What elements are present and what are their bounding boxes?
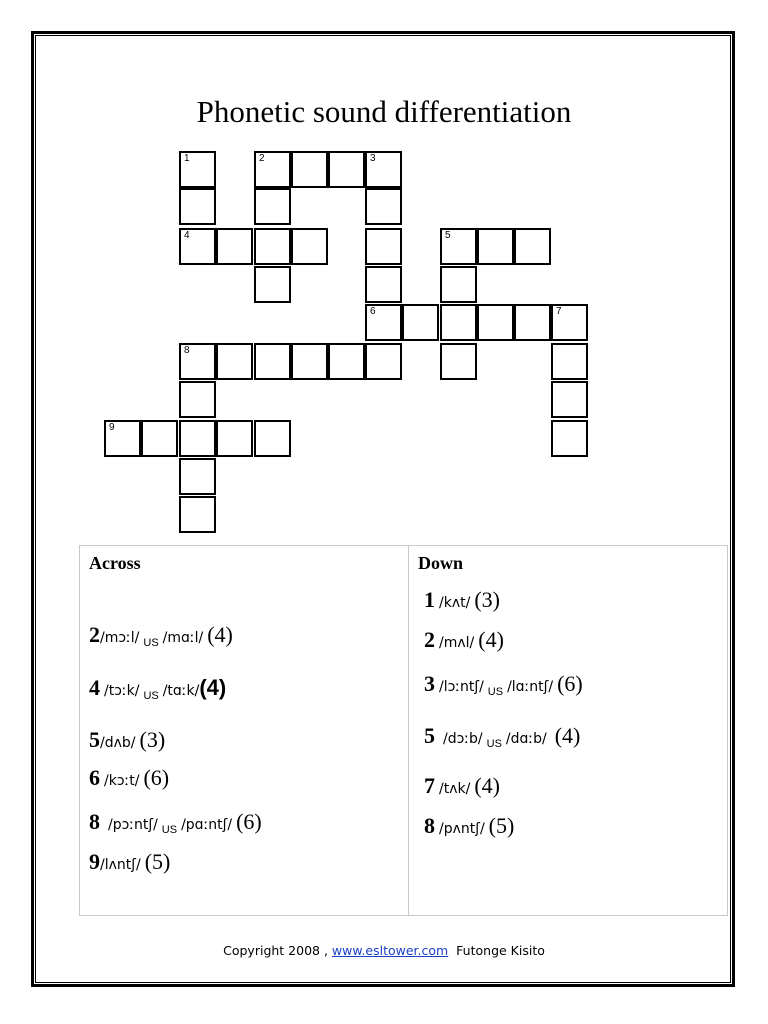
grid-cell[interactable] — [216, 420, 253, 457]
grid-cell[interactable] — [254, 151, 291, 188]
grid-cell[interactable] — [254, 266, 291, 303]
clues-divider — [408, 545, 409, 916]
grid-cell[interactable] — [179, 188, 216, 225]
down-clue — [424, 587, 500, 613]
clue-length: (4) — [474, 773, 500, 798]
grid-cell[interactable] — [365, 151, 402, 188]
cell-number: 6 — [370, 306, 376, 317]
clue-length: (4) — [478, 627, 504, 652]
clue-ipa: /pʌntʃ/ — [439, 821, 485, 837]
grid-cell[interactable] — [328, 343, 365, 380]
clue-number: 5 — [424, 723, 435, 748]
grid-cell[interactable] — [141, 420, 178, 457]
clue-number: 2 — [424, 627, 435, 652]
grid-cell[interactable] — [179, 151, 216, 188]
grid-cell[interactable] — [328, 151, 365, 188]
clue-ipa: /kʌt/ — [439, 595, 471, 611]
clue-ipa: /dɔːb/ — [443, 731, 483, 747]
clue-number: 8 — [89, 809, 100, 834]
grid-cell[interactable] — [551, 381, 588, 418]
cell-number: 5 — [445, 230, 451, 241]
clue-number: 9 — [89, 849, 100, 874]
grid-cell[interactable] — [514, 304, 551, 341]
grid-cell[interactable] — [216, 343, 253, 380]
grid-cell[interactable] — [291, 228, 328, 265]
cell-number: 3 — [370, 153, 376, 164]
grid-cell[interactable] — [477, 228, 514, 265]
clue-ipa: /kɔːt/ — [104, 773, 140, 789]
clue-ipa: /mʌl/ — [439, 635, 475, 651]
website-link[interactable]: www.esltower.com — [331, 943, 449, 958]
clue-ipa-us: /pɑːntʃ/ — [181, 817, 233, 833]
cell-number: 1 — [184, 153, 190, 164]
clue-ipa: /lʌntʃ/ — [100, 857, 141, 873]
across-clue — [89, 727, 165, 753]
grid-cell[interactable] — [440, 266, 477, 303]
down-heading: Down — [418, 553, 464, 573]
cell-number: 9 — [109, 422, 115, 433]
grid-cell[interactable] — [291, 343, 328, 380]
clue-number: 5 — [89, 727, 100, 752]
grid-cell[interactable] — [254, 343, 291, 380]
copyright-text: Copyright 2008 , — [223, 943, 328, 958]
grid-cell[interactable] — [365, 228, 402, 265]
grid-cell[interactable] — [179, 420, 216, 457]
grid-cell[interactable] — [402, 304, 439, 341]
grid-cell[interactable] — [104, 420, 141, 457]
grid-cell[interactable] — [216, 228, 253, 265]
cell-number: 2 — [259, 153, 265, 164]
clue-ipa: /dʌb/ — [100, 735, 136, 751]
us-label: US — [143, 637, 159, 649]
down-clue — [424, 671, 583, 697]
clue-number: 6 — [89, 765, 100, 790]
grid-cell[interactable] — [179, 496, 216, 533]
down-clue — [424, 723, 580, 749]
clue-ipa: /pɔːntʃ/ — [108, 817, 158, 833]
author-name: Futonge Kisito — [456, 943, 545, 958]
clue-ipa-us: /dɑːb/ — [505, 731, 547, 747]
grid-cell[interactable] — [440, 228, 477, 265]
grid-cell[interactable] — [551, 343, 588, 380]
clue-number: 1 — [424, 587, 435, 612]
clue-length: (3) — [139, 727, 166, 752]
grid-cell[interactable] — [179, 343, 216, 380]
grid-cell[interactable] — [514, 228, 551, 265]
grid-cell[interactable] — [365, 266, 402, 303]
grid-cell[interactable] — [254, 420, 291, 457]
grid-cell[interactable] — [365, 304, 402, 341]
down-clue — [424, 813, 514, 839]
cell-number: 8 — [184, 345, 190, 356]
clue-length: (3) — [474, 587, 500, 612]
clue-length: (6) — [143, 765, 170, 790]
grid-cell[interactable] — [291, 151, 328, 188]
clue-ipa: /tʌk/ — [439, 781, 471, 797]
clue-ipa: /mɔːl/ — [100, 630, 140, 646]
clue-ipa-us: /tɑːk/ — [162, 683, 200, 699]
down-clue — [424, 627, 504, 653]
clue-length: (4) — [199, 675, 227, 700]
clue-ipa: /lɔːntʃ/ — [439, 679, 484, 695]
across-clue — [89, 622, 233, 648]
across-clue — [89, 765, 169, 791]
clue-number: 4 — [89, 675, 100, 700]
across-clue — [89, 675, 226, 701]
clue-ipa: /tɔːk/ — [104, 683, 140, 699]
clue-ipa-us: /lɑːntʃ/ — [507, 679, 554, 695]
clue-ipa-us: /mɑːl/ — [162, 630, 204, 646]
clue-number: 2 — [89, 622, 100, 647]
grid-cell[interactable] — [477, 304, 514, 341]
page-title: Phonetic sound differentiation — [196, 94, 572, 129]
us-label: US — [486, 738, 502, 750]
grid-cell[interactable] — [551, 420, 588, 457]
clue-number: 8 — [424, 813, 435, 838]
clue-number: 7 — [424, 773, 435, 798]
clue-number: 3 — [424, 671, 435, 696]
clue-length: (5) — [144, 849, 171, 874]
grid-cell[interactable] — [365, 343, 402, 380]
grid-cell[interactable] — [440, 304, 477, 341]
grid-cell[interactable] — [365, 188, 402, 225]
across-clue — [89, 849, 170, 875]
grid-cell[interactable] — [440, 343, 477, 380]
grid-cell[interactable] — [551, 304, 588, 341]
grid-cell[interactable] — [179, 381, 216, 418]
clue-length: (4) — [207, 622, 233, 647]
us-label: US — [161, 824, 178, 836]
down-clue — [424, 773, 500, 799]
clue-length: (4) — [554, 723, 581, 748]
cell-number: 7 — [556, 306, 562, 317]
grid-cell[interactable] — [254, 188, 291, 225]
across-clue — [89, 809, 262, 835]
clues-table — [79, 545, 728, 916]
clue-length: (6) — [557, 671, 583, 696]
grid-cell[interactable] — [254, 228, 291, 265]
clue-length: (6) — [236, 809, 262, 834]
clue-length: (5) — [488, 813, 515, 838]
grid-cell[interactable] — [179, 228, 216, 265]
grid-cell[interactable] — [179, 458, 216, 495]
copyright-footer — [0, 943, 768, 958]
across-heading: Across — [89, 553, 141, 573]
us-label: US — [487, 686, 504, 698]
cell-number: 4 — [184, 230, 190, 241]
us-label: US — [143, 690, 159, 702]
